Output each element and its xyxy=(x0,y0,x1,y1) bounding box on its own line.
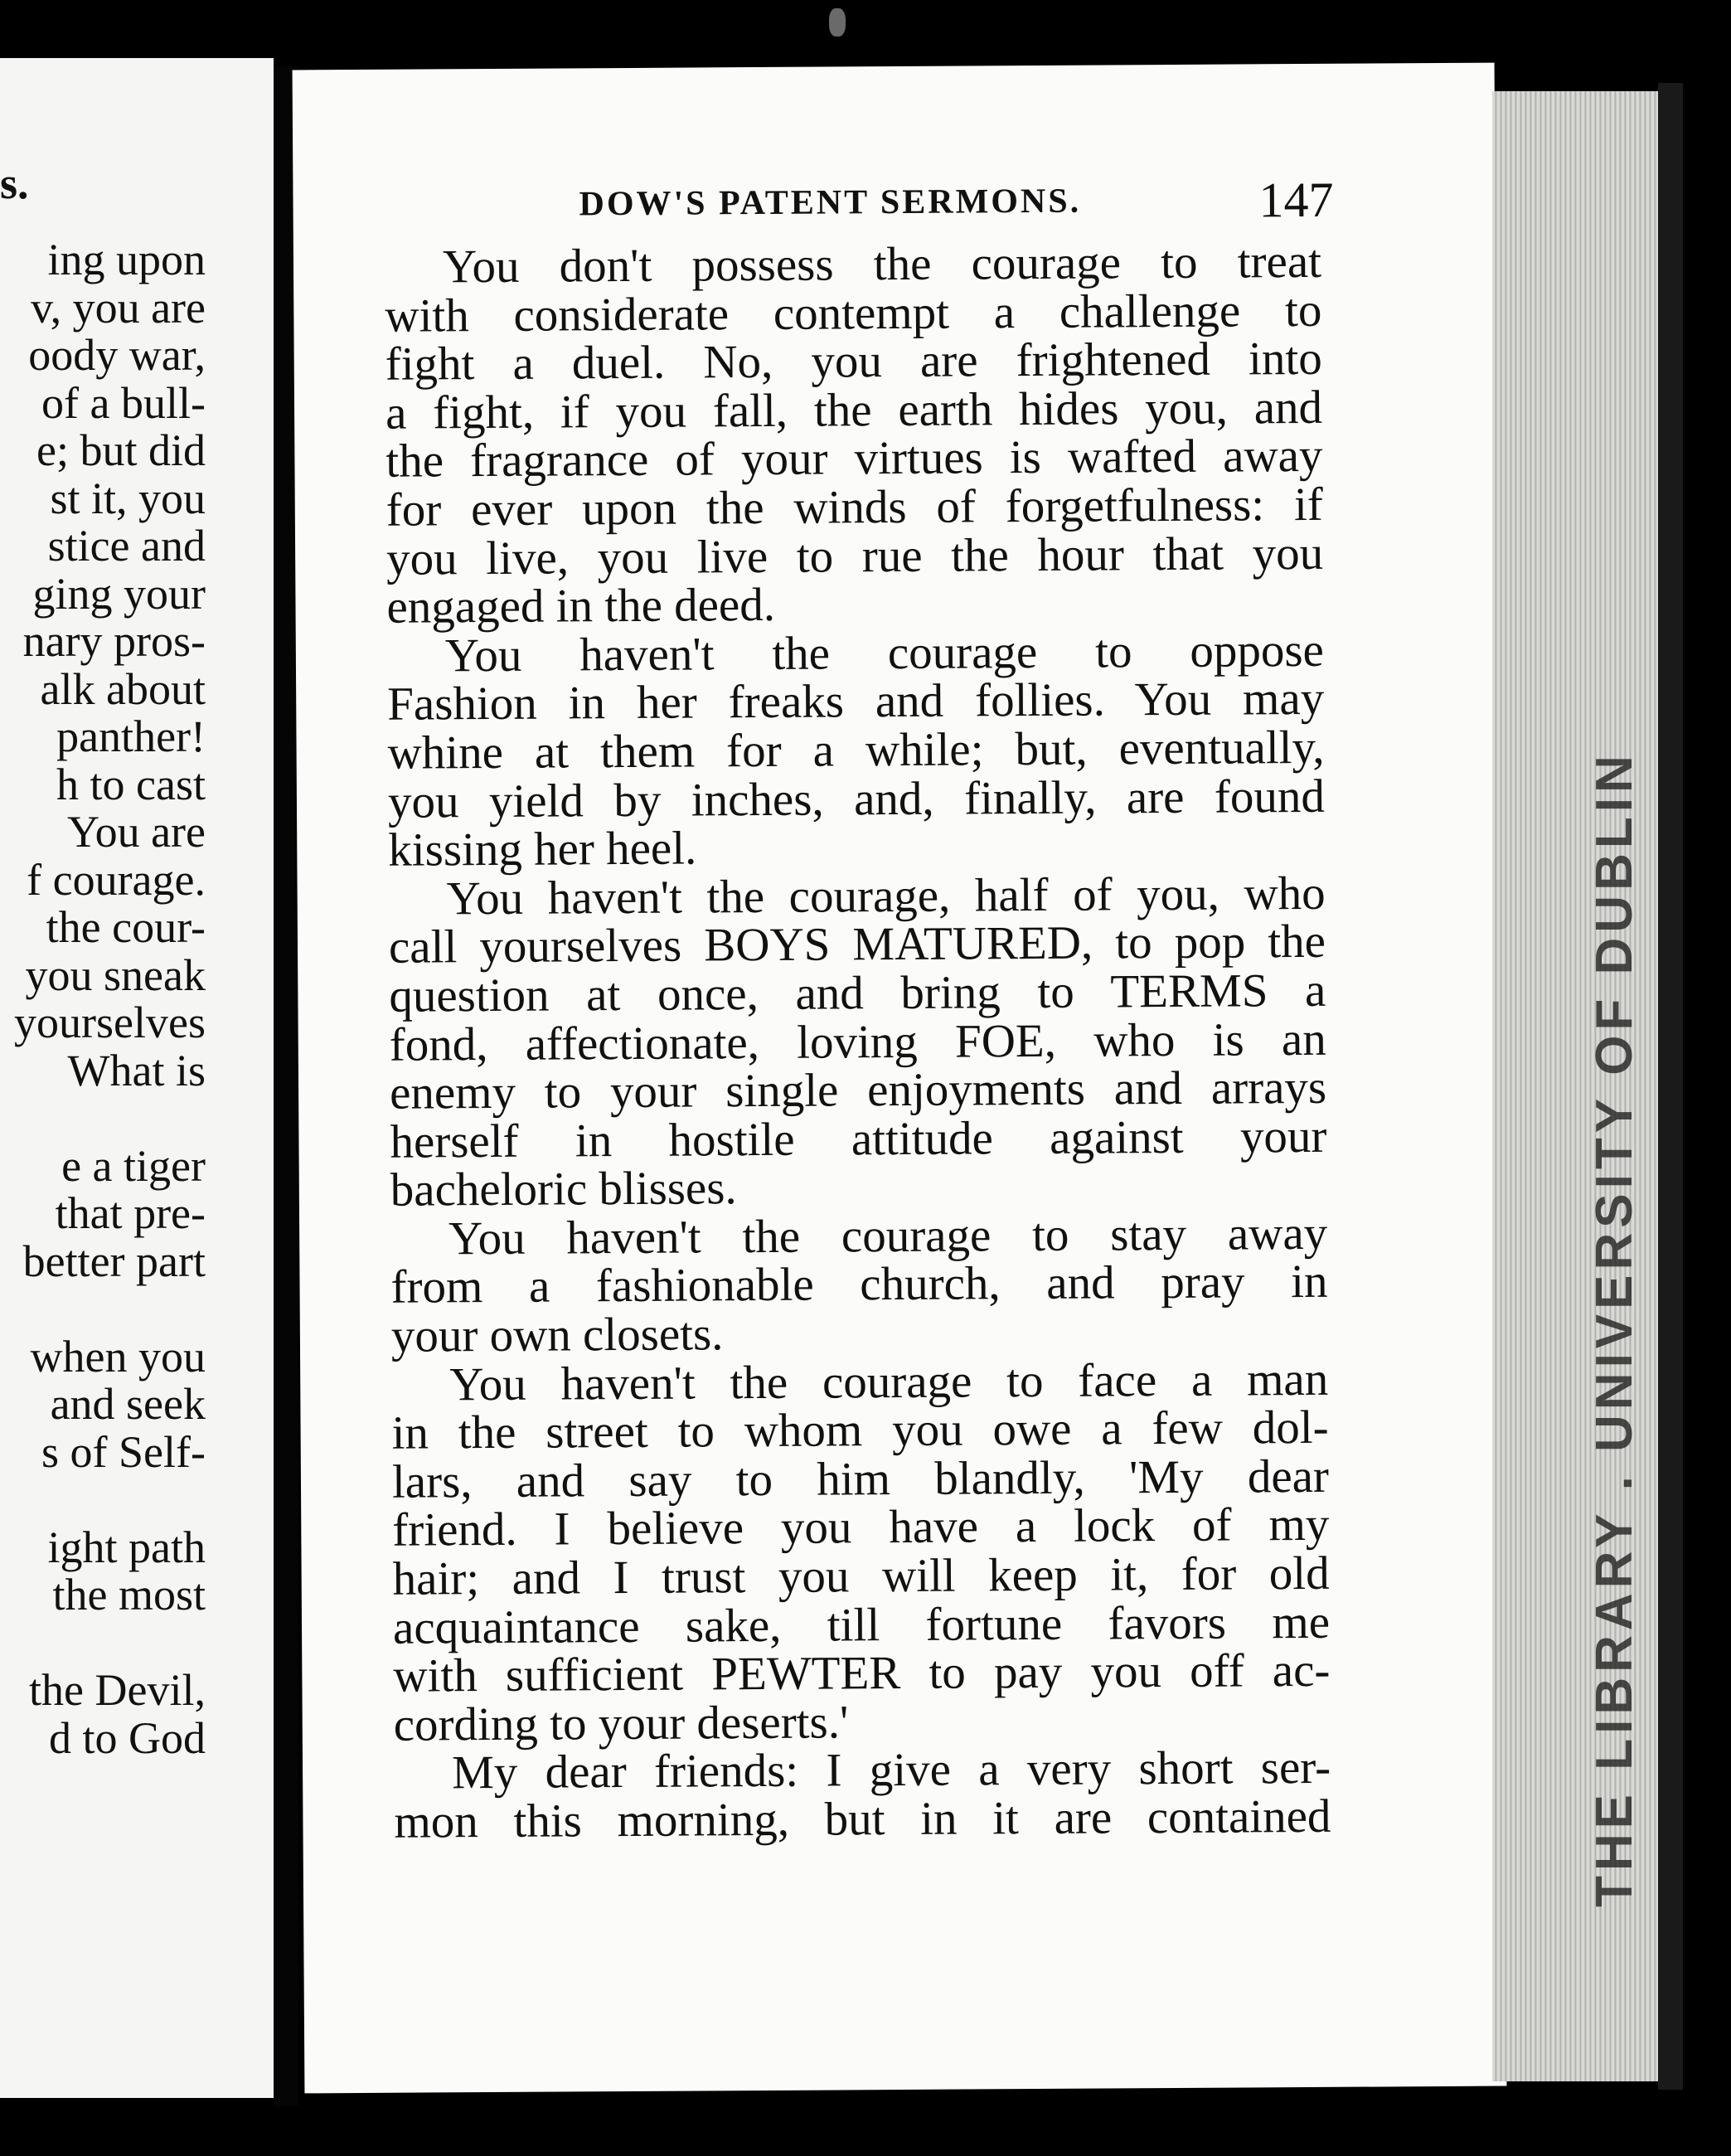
left-text-line xyxy=(14,1476,206,1524)
left-text-line xyxy=(14,1285,206,1333)
body-line: You haven't the courage, half of you, who xyxy=(446,867,1326,925)
left-text-line: you sneak xyxy=(25,949,206,1000)
body-line: call yourselves BOYS MATURED, to pop the xyxy=(388,915,1326,974)
page-body-text xyxy=(385,235,1331,1848)
body-line: you live, you live to rue the hour that you xyxy=(385,527,1324,585)
left-facing-page xyxy=(0,58,274,2098)
cover-edge xyxy=(1658,83,1683,2090)
body-line: engaged in the deed. xyxy=(386,579,776,634)
left-text-line: that pre- xyxy=(55,1188,206,1238)
body-line: You don't possess the courage to treat xyxy=(442,235,1322,294)
body-line: You haven't the courage to oppose xyxy=(444,624,1325,682)
left-text-line: e; but did xyxy=(36,425,206,475)
body-line: hair; and I trust you will keep it, for old xyxy=(392,1547,1330,1605)
body-line: your own closets. xyxy=(390,1308,724,1362)
left-text-line: yourselves xyxy=(14,998,206,1047)
body-line: friend. I believe you have a lock of my xyxy=(392,1498,1330,1557)
left-text-line: ging your xyxy=(32,568,206,619)
left-text-line: v, you are xyxy=(31,282,206,333)
body-line: from a fashionable church, and pray in xyxy=(390,1255,1328,1314)
body-line: lars, and say to him blandly, 'My dear xyxy=(391,1449,1330,1508)
body-line: question at once, and bring to TERMS a xyxy=(389,964,1326,1022)
body-line: fond, affectionate, loving FOE, who is an xyxy=(389,1012,1326,1071)
left-text-line: the Devil, xyxy=(29,1665,206,1715)
body-line: herself in hostile attitude against your xyxy=(390,1110,1327,1168)
body-line: the fragrance of your virtues is wafted away xyxy=(385,430,1323,488)
body-line: Fashion in her freaks and follies. You may xyxy=(387,673,1325,731)
left-text-line: stice and xyxy=(47,521,206,571)
body-line: whine at them for a while; but, eventually, xyxy=(387,721,1325,779)
body-line: My dear friends: I give a very short ser- xyxy=(451,1741,1331,1799)
body-line: fight a duel. No, you are frightened into xyxy=(385,333,1322,391)
library-stamp: THE LIBRARY . UNIVERSITY OF DUBLIN xyxy=(1586,750,1643,1907)
left-text-line: of a bull- xyxy=(41,377,206,428)
body-line: in the street to whom you owe a few dol- xyxy=(391,1401,1329,1459)
left-page-text xyxy=(14,236,206,1762)
left-text-line: and seek xyxy=(50,1379,206,1429)
body-line: with considerate contempt a challenge to xyxy=(385,284,1322,342)
running-head: DOW'S PATENT SERMONS. xyxy=(579,182,1082,224)
left-text-line xyxy=(14,1619,206,1668)
body-line: You haven't the courage to face a man xyxy=(449,1352,1329,1411)
body-line: acquaintance sake, till fortune favors me xyxy=(392,1595,1331,1654)
left-text-line: f courage. xyxy=(27,854,206,905)
left-text-line: better part xyxy=(22,1236,206,1286)
body-line: mon this morning, but in it are contained xyxy=(394,1789,1331,1848)
left-running-head-fragment: s. xyxy=(0,158,29,208)
body-line: You haven't the courage to stay away xyxy=(448,1207,1328,1265)
body-line: enemy to your single enjoyments and arrays xyxy=(389,1061,1327,1119)
body-line: with sufficient PEWTER to pay you off ac- xyxy=(393,1644,1331,1702)
page-number: 147 xyxy=(1258,172,1334,228)
left-text-line: s of Self- xyxy=(41,1426,206,1477)
body-line: kissing her heel. xyxy=(388,822,697,876)
body-line: bacheloric blisses. xyxy=(390,1162,737,1217)
left-text-line: when you xyxy=(30,1331,206,1381)
body-line: you yield by inches, and, finally, are found xyxy=(387,770,1326,828)
body-line: for ever upon the winds of forgetfulness: if xyxy=(385,478,1323,537)
left-text-line: the cour- xyxy=(46,902,206,952)
left-text-line: h to cast xyxy=(56,759,206,809)
right-page xyxy=(293,63,1507,2094)
left-text-line: panther! xyxy=(56,711,206,761)
left-text-line: What is xyxy=(67,1045,206,1095)
left-text-line: alk about xyxy=(40,663,206,714)
left-text-line xyxy=(14,1095,206,1143)
left-text-line: You are xyxy=(66,807,206,857)
left-text-line: the most xyxy=(52,1570,206,1619)
left-text-line: oody war, xyxy=(28,330,206,380)
left-text-line: st it, you xyxy=(50,473,206,523)
body-line: a fight, if you fall, the earth hides you, and xyxy=(385,381,1323,439)
left-text-line: d to God xyxy=(49,1712,206,1763)
left-text-line: ight path xyxy=(47,1522,206,1572)
body-line: cording to your deserts.' xyxy=(393,1696,849,1751)
page-edges xyxy=(1492,91,1679,2081)
left-text-line: ing upon xyxy=(47,235,206,284)
scan-speck xyxy=(829,8,846,36)
left-text-line: e a tiger xyxy=(61,1140,206,1191)
left-text-line: nary pros- xyxy=(22,616,206,666)
